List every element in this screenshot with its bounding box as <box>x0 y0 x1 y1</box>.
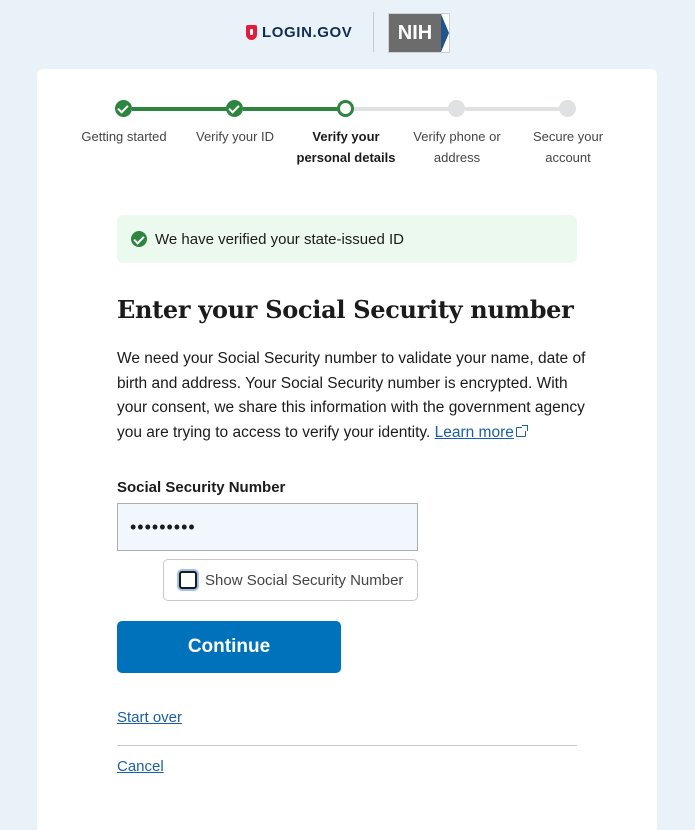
step-connector <box>465 107 561 111</box>
step-label: Verify your ID <box>195 129 275 144</box>
step-label: Secure your account <box>532 129 604 165</box>
page-title: Enter your Social Security number <box>117 295 574 324</box>
header <box>0 0 695 68</box>
step-pending-icon <box>448 100 465 117</box>
ssn-label: Social Security Number <box>117 479 286 496</box>
check-circle-icon <box>131 231 147 247</box>
continue-button[interactable]: Continue <box>117 621 341 673</box>
step-connector <box>132 107 228 111</box>
step-connector <box>243 107 340 111</box>
main-card <box>37 69 657 830</box>
step-indicator <box>37 69 657 179</box>
step-current-icon <box>337 100 354 117</box>
divider <box>117 745 577 746</box>
step-label: Getting started <box>81 129 167 144</box>
brand-wordmark: LOGIN.GOV <box>262 24 353 41</box>
start-over-link[interactable]: Start over <box>117 709 183 726</box>
partner-logo <box>388 13 450 53</box>
chevron-right-icon <box>441 14 449 52</box>
intro-text <box>117 347 587 445</box>
step-complete-icon <box>115 100 132 117</box>
cancel-link[interactable]: Cancel <box>117 758 164 775</box>
step-label: Verify phone or address <box>413 129 501 165</box>
learn-more-label: Learn more <box>434 423 514 441</box>
step-pending-icon <box>559 100 576 117</box>
logo-divider <box>373 12 374 52</box>
step-complete-icon <box>226 100 243 117</box>
learn-more-link[interactable] <box>435 424 526 441</box>
intro-body: We need your Social Security number to validate your name, date of birth and address. Your Social Security number is encrypted. With your consent, we share this information with the government agency you are trying to access to verify your identity. <box>117 350 586 441</box>
login-gov-logo <box>246 24 352 41</box>
success-alert <box>117 215 577 263</box>
shield-icon <box>246 25 257 40</box>
alert-text: We have verified your state-issued ID <box>155 230 405 248</box>
show-ssn-toggle[interactable] <box>163 559 418 601</box>
show-ssn-checkbox[interactable] <box>179 571 197 589</box>
ssn-input[interactable] <box>117 503 418 551</box>
show-ssn-label[interactable]: Show Social Security Number <box>205 571 404 589</box>
step-connector <box>354 107 450 111</box>
step-label-current: Verify your personal details <box>296 129 396 165</box>
external-link-icon <box>516 427 526 437</box>
partner-wordmark: NIH <box>389 14 441 52</box>
